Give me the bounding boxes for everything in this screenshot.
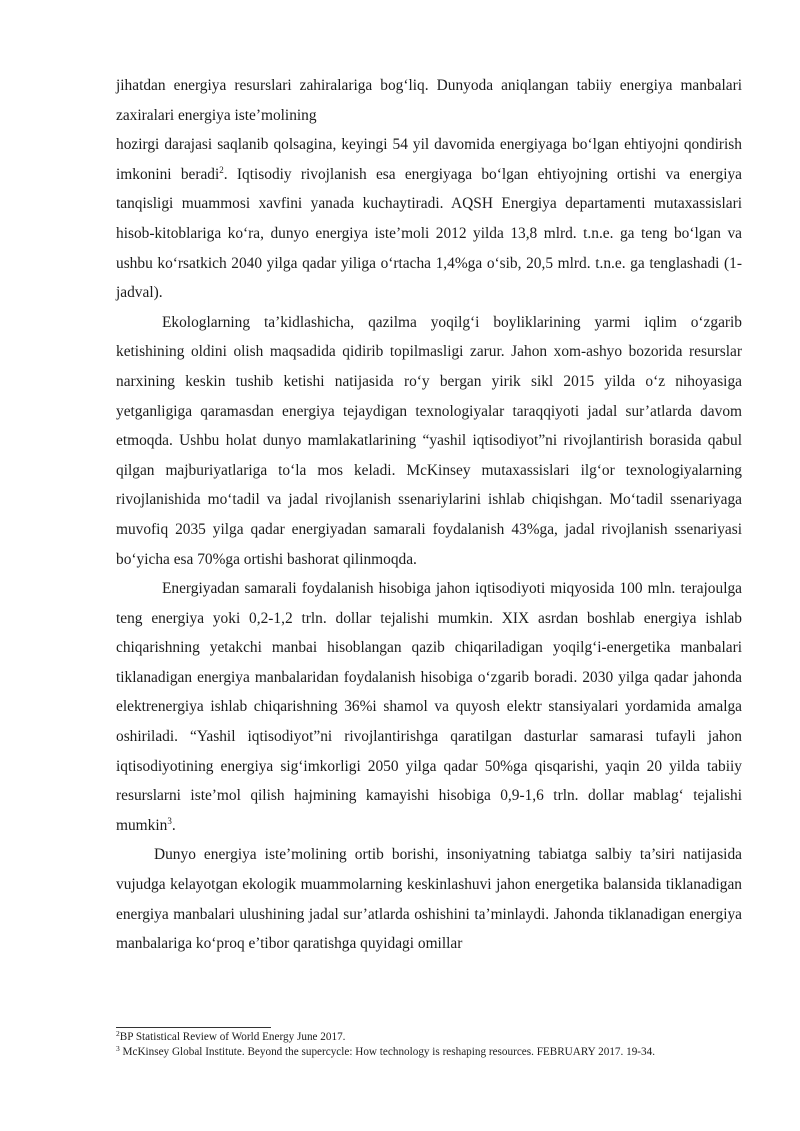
paragraph-ecologists: Ekologlarning ta’kidlashicha, qazilma yoqilg‘i boyliklarining yarmi iqlim o‘zgarib ketishining oldini olish maqsadida qidirib topilmasligi zarur. Jahon xom-ashyo bozorida resurslar narxining keskin tushib ketishi natijasida ro‘y bergan yirik sikl 2015 yilda o‘z nihoyasiga yetganligiga qaramasdan energiya tejaydigan texnologiyalar taraqqiyoti jadal sur’atlarda davom etmoqda. Ushbu holat dunyo mamlakatlarining “yashil iqtisodiyot”ni rivojlantirish borasida qabul qilgan majburiyatlariga to‘la mos keladi. McKinsey mutaxassislari ilg‘or texnologiyalarning rivojlanishida mo‘tadil va jadal rivojlanish ssenariylarini ishlab chiqishgan. Mo‘tadil ssenariyaga muvofiq 2035 yilga qadar energiyadan samarali foydalanish 43%ga, jadal rivojlanish ssenariyasi bo‘yicha esa 70%ga ortishi bashorat qilinmoqda. (116, 313, 742, 568)
paragraph-energy-efficiency (116, 574, 742, 840)
paragraph-continuation: jihatdan energiya resurslari zahiralariga bog‘liq. Dunyoda aniqlangan tabiiy energiya manbalari zaxiralari energiya iste’molining (116, 77, 742, 124)
paragraph-text: hozirgi darajasi saqlanib qolsagina, keyingi 54 yil davomida energiyaga bo‘lgan ehtiyojni qondirish imkonini beradi (116, 136, 742, 183)
paragraph-text: . (171, 816, 176, 834)
footnote-text: BP Statistical Review of World Energy June 2017. (119, 1031, 346, 1043)
footnote-marker: 3 (116, 1044, 120, 1053)
footnote-item (116, 1045, 742, 1060)
paragraph-text: . Iqtisodiy rivojlanish esa energiyaga bo‘lgan ehtiyojning ortishi va energiya tanqisligi muammosi xavfini yanada kuchaytiradi. AQSH Energiya departamenti mutaxassislari hisob-kitoblariga ko‘ra, dunyo energiya iste’moli 2012 yilda 13,8 mlrd. t.n.e. ga teng bo‘lgan va ushbu ko‘rsatkich 2040 yilga qadar yiliga o‘rtacha 1,4%ga o‘sib, 20,5 mlrd. t.n.e. ga tenglashadi (1-jadval). (116, 165, 742, 302)
paragraph-energy-demand (116, 130, 742, 308)
paragraph-renewable-share: Dunyo energiya iste’molining ortib borishi, insoniyatning tabiatga salbiy ta’siri natijasida vujudga kelayotgan ekologik muammolarning keskinlashuvi jahon energetika balansida tiklanadigan energiya manbalari ulushining jadal sur’atlarda oshishini ta’minlaydi. Jahonda tiklanadigan energiya manbalariga ko‘proq e’tibor qaratishga quyidagi omillar (116, 846, 742, 953)
footnotes (116, 1027, 742, 1060)
footnote-marker: 2 (116, 1029, 120, 1038)
footnote-reference[interactable]: 2 (219, 164, 224, 175)
paragraph-text: Energiyadan samarali foydalanish hisobiga jahon iqtisodiyoti miqyosida 100 mln. terajoulga teng energiya yoki 0,2-1,2 trln. dollar tejalishi mumkin. XIX asrdan boshlab energiya ishlab chiqarishning yetakchi manbai hisoblangan qazib chiqariladigan yoqilg‘i-energetika manbalari tiklanadigan energiya manbalaridan foydalanish hisobiga o‘zgarib boradi. 2030 yilga qadar jahonda elektrenergiya ishlab chiqarishning 36%i shamol va quyosh elektr stansiyalari yordamida amalga oshiriladi. “Yashil iqtisodiyot”ni rivojlantirishga qaratilgan dasturlar samarasi tufayli jahon iqtisodiyotining energiya sig‘imkorligi 2050 yilga qadar 50%ga qisqarishi, yaqin 20 yilda tabiiy resurslarni iste’mol qilish hajmining kamayishi hisobiga 0,9-1,6 trln. dollar mablag‘ tejalishi mumkin (116, 580, 742, 834)
footnote-item (116, 1030, 742, 1045)
footnote-text: McKinsey Global Institute. Beyond the supercycle: How technology is reshaping resources. FEBRUARY 2017. 19-34. (119, 1046, 656, 1058)
footnote-reference[interactable]: 3 (167, 815, 172, 826)
footnote-divider (116, 1027, 271, 1028)
